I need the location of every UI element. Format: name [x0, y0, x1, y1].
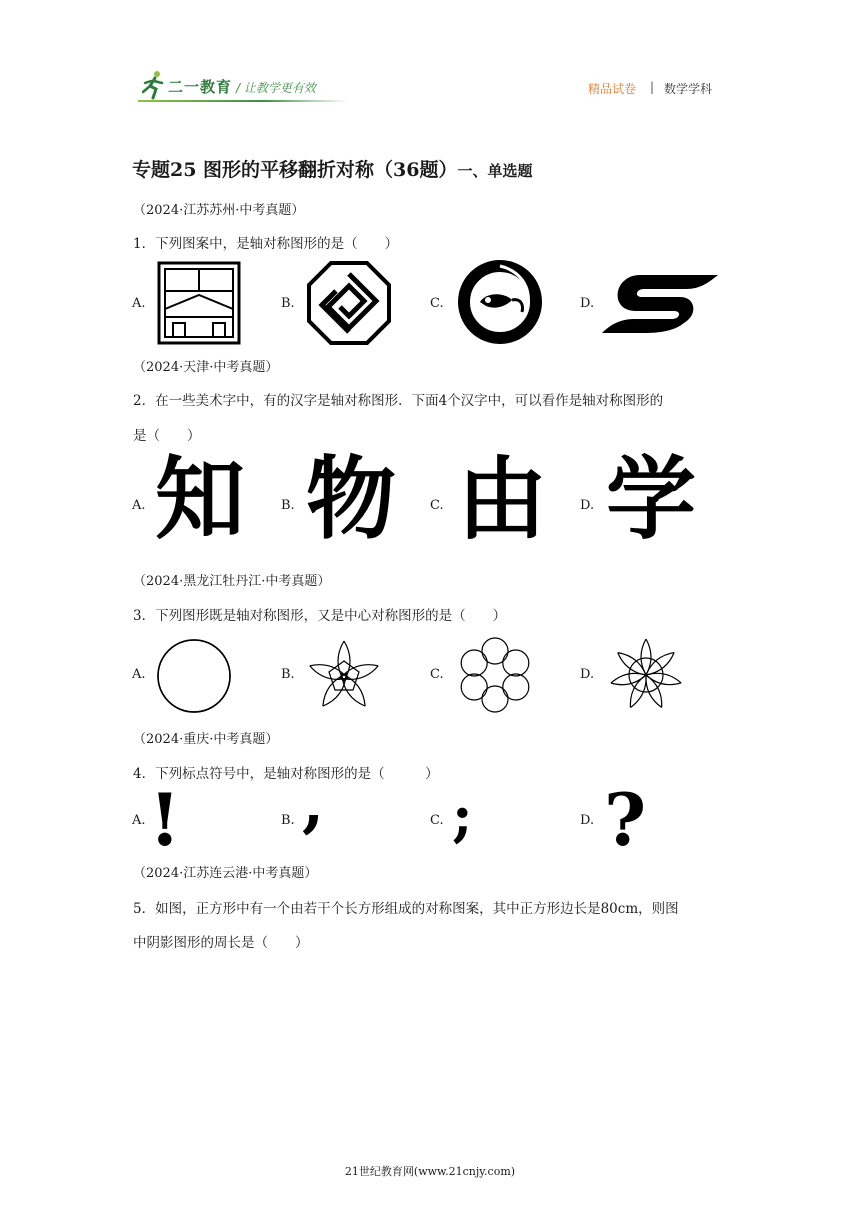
q3-option-c-label: C. — [430, 667, 444, 682]
q1-option-d-label: D. — [580, 296, 595, 311]
header-underline — [138, 100, 348, 102]
logo-text: 二一教育 — [168, 78, 233, 96]
q4-option-b-label: B. — [281, 813, 295, 828]
q4-option-a-label: A. — [132, 813, 146, 828]
q1-figure-d — [600, 271, 720, 337]
section-title: 一、单选题 — [457, 162, 533, 180]
title-main: 专题25 图形的平移翻折对称（36题） — [132, 159, 458, 181]
q4-mark-c: ; — [452, 783, 473, 849]
q3-option-b-label: B. — [281, 667, 295, 682]
q1-option-a-label: A. — [132, 296, 146, 311]
logo-runner-icon — [140, 70, 166, 100]
page-footer: 21世纪教育网(www.21cnjy.com) — [344, 1165, 516, 1178]
q4-mark-b: , — [302, 766, 325, 841]
q4-mark-a: ! — [149, 777, 181, 862]
q1-option-c-label: C. — [430, 296, 444, 311]
q3-figure-d — [606, 635, 686, 715]
q2-option-c-label: C. — [430, 498, 444, 513]
q3-figure-c — [455, 635, 535, 715]
q1-option-b-label: B. — [281, 296, 295, 311]
question-4-source: （2024·重庆·中考真题） — [133, 732, 279, 747]
logo-slogan: / 让教学更有效 — [236, 81, 316, 95]
q4-mark-d: ? — [604, 777, 647, 862]
question-3-source: （2024·黑龙江牡丹江·中考真题） — [133, 574, 331, 589]
q3-figure-a — [156, 638, 232, 714]
q3-figure-b — [304, 635, 384, 715]
question-3-text: 3．下列图形既是轴对称图形，又是中心对称图形的是（ ） — [133, 608, 507, 624]
q2-char-b: 物 — [306, 447, 396, 552]
question-5-source: （2024·江苏连云港·中考真题） — [133, 866, 318, 881]
q4-option-d-label: D. — [580, 813, 595, 828]
question-1-text: 1．下列图案中，是轴对称图形的是（ ） — [133, 236, 399, 252]
question-1-source: （2024·江苏苏州·中考真题） — [133, 203, 305, 218]
header-separator: | — [650, 80, 655, 94]
q4-option-c-label: C. — [430, 813, 444, 828]
question-2-text-line2: 是（ ） — [133, 428, 201, 444]
q2-option-a-label: A. — [132, 498, 146, 513]
q3-option-d-label: D. — [580, 667, 595, 682]
q2-option-b-label: B. — [281, 498, 295, 513]
q3-option-a-label: A. — [132, 667, 146, 682]
q2-option-d-label: D. — [580, 498, 595, 513]
q1-figure-c — [456, 258, 544, 346]
header-subject: 数学学科 — [664, 82, 713, 96]
question-5-text-line1: 5．如图，正方形中有一个由若干个长方形组成的对称图案，其中正方形边长是80cm，则图 — [133, 901, 679, 917]
question-5-text-line2: 中阴影图形的周长是（ ） — [133, 935, 309, 951]
header-label: 精品试卷 — [588, 82, 637, 96]
question-4-text: 4．下列标点符号中，是轴对称图形的是（ ） — [133, 766, 439, 782]
q2-char-d: 学 — [606, 447, 696, 552]
question-2-source: （2024·天津·中考真题） — [133, 360, 279, 375]
question-2-text-line1: 2．在一些美术字中，有的汉字是轴对称图形．下面4个汉字中，可以看作是轴对称图形的 — [133, 393, 664, 409]
q2-char-c: 由 — [457, 447, 547, 552]
q1-figure-a — [157, 261, 241, 345]
q1-figure-b — [306, 260, 392, 346]
q2-char-a: 知 — [155, 447, 245, 552]
page-title — [132, 155, 533, 182]
